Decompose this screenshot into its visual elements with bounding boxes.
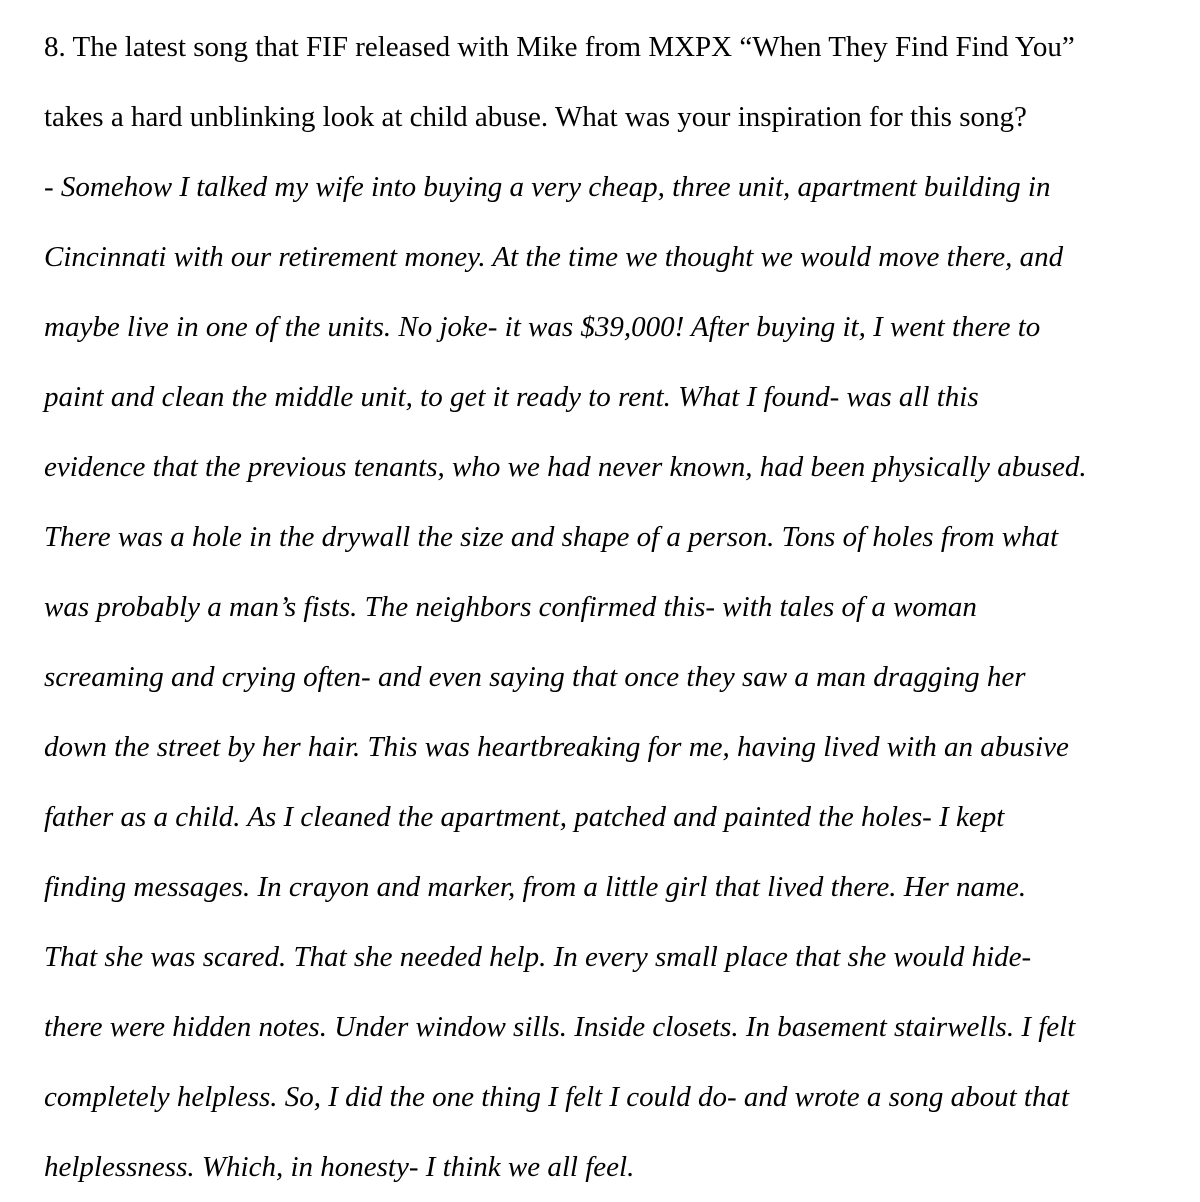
answer-line: - Somehow I talked my wife into buying a very cheap, three unit, apartment building in	[44, 171, 1051, 203]
answer-line: completely helpless. So, I did the one thing I felt I could do- and wrote a song about that	[44, 1081, 1070, 1113]
answer-line: screaming and crying often- and even saying that once they saw a man dragging her	[44, 661, 1026, 693]
answer-line: Cincinnati with our retirement money. At the time we thought we would move there, and	[44, 241, 1064, 273]
answer-line: maybe live in one of the units. No joke- it was $39,000! After buying it, I went there to	[44, 311, 1041, 343]
answer-line: helplessness. Which, in honesty- I think we all feel.	[44, 1151, 635, 1183]
answer-paragraph	[44, 152, 1184, 1202]
answer-line: there were hidden notes. Under window sills. Inside closets. In basement stairwells. I felt	[44, 1011, 1076, 1043]
question-line: takes a hard unblinking look at child abuse. What was your inspiration for this song?	[44, 101, 1027, 133]
answer-line: evidence that the previous tenants, who we had never known, had been physically abused.	[44, 451, 1087, 483]
answer-line: down the street by her hair. This was heartbreaking for me, having lived with an abusive	[44, 731, 1069, 763]
answer-line: finding messages. In crayon and marker, from a little girl that lived there. Her name.	[44, 871, 1027, 903]
question-line: 8. The latest song that FIF released with Mike from MXPX “When They Find Find You”	[44, 31, 1075, 63]
question-paragraph	[44, 12, 1184, 152]
answer-line: There was a hole in the drywall the size and shape of a person. Tons of holes from what	[44, 521, 1059, 553]
document-page	[44, 12, 1184, 1202]
answer-line: father as a child. As I cleaned the apartment, patched and painted the holes- I kept	[44, 801, 1005, 833]
answer-line: That she was scared. That she needed help. In every small place that she would hide-	[44, 941, 1032, 973]
answer-line: paint and clean the middle unit, to get it ready to rent. What I found- was all this	[44, 381, 979, 413]
answer-line: was probably a man’s fists. The neighbors confirmed this- with tales of a woman	[44, 591, 977, 623]
